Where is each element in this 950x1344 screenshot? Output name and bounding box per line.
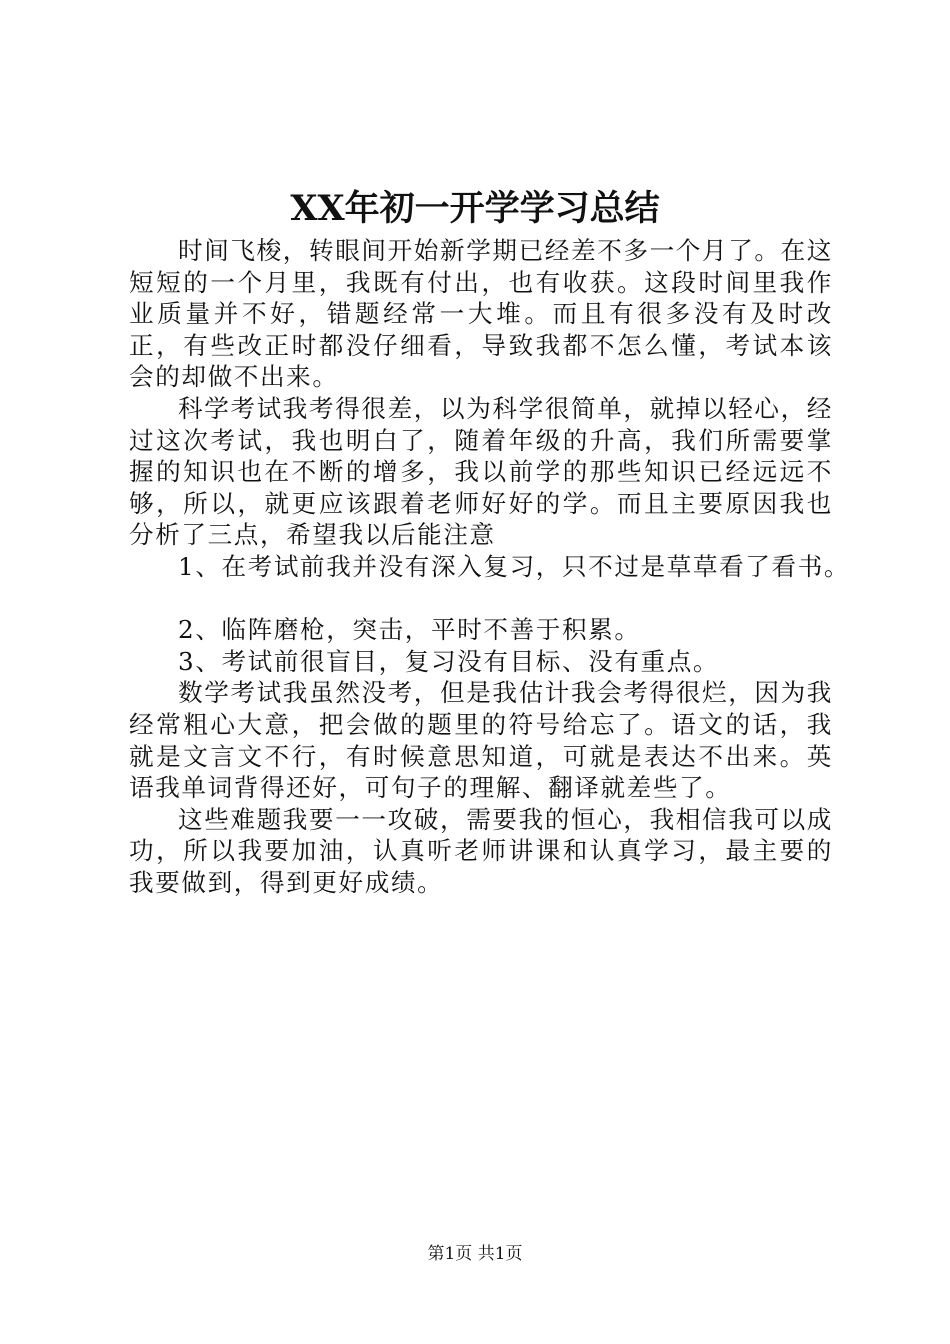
list-item-reason-3: 3、考试前很盲目，复习没有目标、没有重点。: [178, 646, 720, 676]
document-body: [129, 235, 851, 898]
list-item-reason-1: 1、在考试前我并没有深入复习，只不过是草草看了看书。: [178, 551, 851, 581]
paragraph-conclusion: 这些难题我要一一攻破，需要我的恒心，我相信我可以成功，所以我要加油，认真听老师讲课和认真学习，最主要的我要做到，得到更好成绩。: [129, 804, 833, 897]
blank-line: [129, 583, 833, 615]
page-footer: 第1页 共1页: [427, 1244, 523, 1264]
document-title: XX年初一开学学习总结: [290, 188, 660, 229]
paragraph-intro: 时间飞梭，转眼间开始新学期已经差不多一个月了。在这短短的一个月里，我既有付出，也有收获。这段时间里我作业质量并不好，错题经常一大堆。而且有很多没有及时改正，有些改正时都没仔细看，导致我都不怎么懂，考试本该会的却做不出来。: [129, 236, 833, 392]
list-item-reason-2: 2、临阵磨枪，突击，平时不善于积累。: [178, 615, 641, 645]
paragraph-science-exam: 科学考试我考得很差，以为科学很简单，就掉以轻心，经过这次考试，我也明白了，随着年级的升高，我们所需要掌握的知识也在不断的增多，我以前学的那些知识已经远远不够，所以，就更应该跟着老师好好的学。而且主要原因我也分析了三点，希望我以后能注意: [129, 393, 833, 550]
paragraph-other-subjects: 数学考试我虽然没考，但是我估计我会考得很烂，因为我经常粗心大意，把会做的题里的符号给忘了。语文的话，我就是文言文不行，有时候意思知道，可就是表达不出来。英语我单词背得还好，可句子的理解、翻译就差些了。: [129, 678, 833, 803]
